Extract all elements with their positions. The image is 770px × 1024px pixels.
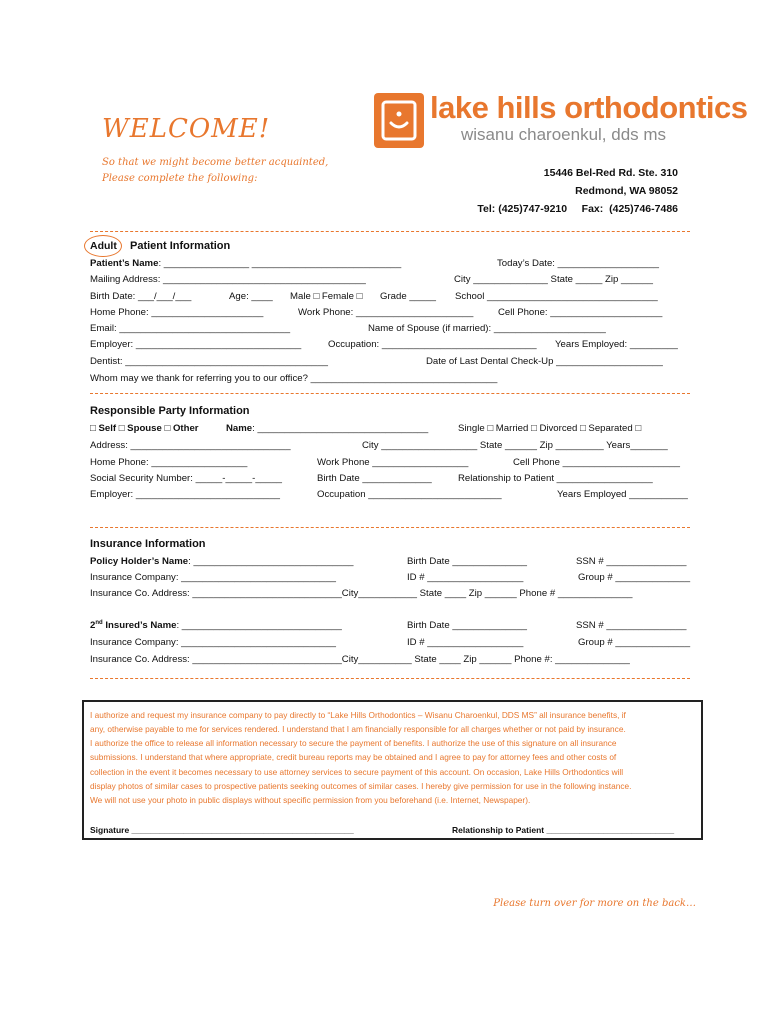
- responsible-name-field[interactable]: [226, 423, 428, 434]
- logo-subtitle: wisanu charoenkul, dds ms: [461, 125, 667, 144]
- responsible-employer-field[interactable]: Employer: ___________________________: [90, 489, 280, 500]
- insured1-birth-date-field[interactable]: Birth Date ______________: [407, 556, 528, 567]
- city-state-zip-field[interactable]: City ______________ State _____ Zip ______: [454, 274, 653, 285]
- occupation-field[interactable]: Occupation: _____________________________: [328, 339, 537, 350]
- patient-name-line: : ________________ ____________________________: [158, 258, 402, 269]
- mailing-address-field[interactable]: Mailing Address: ______________________________________: [90, 274, 366, 285]
- todays-date-field[interactable]: Today’s Date: ___________________: [497, 258, 659, 269]
- patient-section-title: Patient Information: [130, 240, 231, 252]
- insurance-section-title: Insurance Information: [90, 538, 206, 550]
- last-checkup-field[interactable]: Date of Last Dental Check-Up ____________________: [426, 356, 663, 367]
- responsible-years-employed-field[interactable]: Years Employed ___________: [557, 489, 688, 500]
- insured2-birth-date-field[interactable]: Birth Date ______________: [407, 620, 528, 631]
- address-line-2: Redmond, WA 98052: [575, 185, 678, 197]
- authorization-line: any, otherwise payable to me for services rendered. I understand that I am financially responsible for all charges whether or not paid by insurance.: [90, 724, 626, 734]
- policy-holder-label: Policy Holder’s Name: [90, 556, 189, 567]
- responsible-relationship-field[interactable]: Relationship to Patient __________________: [458, 473, 653, 484]
- second-insured-label-suffix: nd: [95, 620, 103, 626]
- sex-checkboxes[interactable]: Male □ Female □: [290, 291, 363, 302]
- policy-holder-field[interactable]: [90, 556, 354, 567]
- second-insured-field[interactable]: [90, 620, 342, 631]
- insured2-ssn-field[interactable]: SSN # _______________: [576, 620, 687, 631]
- patient-name-label: Patient’s Name: [90, 258, 159, 269]
- insurance-company-1-field[interactable]: Insurance Company: _____________________________: [90, 572, 336, 583]
- responsible-work-phone-field[interactable]: Work Phone __________________: [317, 457, 469, 468]
- authorization-line: submissions. I understand that where appropriate, credit bureau reports may be obtained and I agree to pay for attorney fees and other costs of: [90, 752, 617, 762]
- divider: [90, 678, 690, 679]
- authorization-line: We will not use your photo in public displays without specific permission from you beforehand (i.e. Internet, Newspaper).: [90, 795, 531, 805]
- grade-field[interactable]: Grade _____: [380, 291, 437, 302]
- referral-field[interactable]: Whom may we thank for referring you to our office? ___________________________________: [90, 373, 498, 384]
- phone-line: Tel: (425)747-9210 Fax: (425)746-7486: [477, 203, 678, 215]
- responsible-cell-phone-field[interactable]: Cell Phone ______________________: [513, 457, 680, 468]
- second-insured-label-number: 2: [90, 620, 96, 632]
- authorization-line: collection in the event it becomes necessary to use attorney services to secure payment of this account. On occasion, Lake Hills Orthodontics will: [90, 767, 624, 777]
- turn-over-note: Please turn over for more on the back…: [493, 898, 696, 909]
- responsible-name-line: : ________________________________: [252, 423, 429, 434]
- responsible-name-label: Name: [226, 423, 253, 434]
- signature-field[interactable]: Signature _______________________________________________: [90, 825, 354, 835]
- responsible-address-field[interactable]: Address: ______________________________: [90, 440, 291, 451]
- work-phone-field[interactable]: Work Phone: ______________________: [298, 307, 474, 318]
- insured2-id-field[interactable]: ID # __________________: [407, 637, 524, 648]
- address-line-1: 15446 Bel-Red Rd. Ste. 310: [543, 167, 678, 179]
- second-insured-line: : ______________________________: [176, 620, 342, 632]
- logo-name: lake hills orthodontics: [430, 90, 748, 125]
- responsible-birth-date-field[interactable]: Birth Date _____________: [317, 473, 432, 484]
- adult-label: Adult: [90, 240, 117, 252]
- home-phone-field[interactable]: Home Phone: _____________________: [90, 307, 264, 318]
- responsible-section-title: Responsible Party Information: [90, 405, 250, 417]
- authorization-line: I authorize the office to release all information necessary to secure the payment of benefits. I authorize the use of this signature on all insurance: [90, 738, 617, 748]
- email-field[interactable]: Email: ________________________________: [90, 323, 291, 334]
- birth-date-field[interactable]: Birth Date: ___/___/___: [90, 291, 192, 302]
- divider: [90, 393, 690, 394]
- authorization-line: I authorize and request my insurance company to pay directly to “Lake Hills Orthodontics – Wisanu Charoenkul, DDS MS” all insurance benefits, if: [90, 710, 626, 720]
- insured1-group-field[interactable]: Group # ______________: [578, 572, 691, 583]
- patient-name-field[interactable]: [90, 258, 401, 269]
- logo-icon: [374, 93, 424, 148]
- cell-phone-field[interactable]: Cell Phone: _____________________: [498, 307, 663, 318]
- insured1-ssn-field[interactable]: SSN # _______________: [576, 556, 687, 567]
- insurance-company-2-field[interactable]: Insurance Company: _____________________________: [90, 637, 336, 648]
- school-field[interactable]: School ________________________________: [455, 291, 658, 302]
- insurance-address-2-field[interactable]: Insurance Co. Address: ____________________________City__________ State ____ Zip ______ Phone #: ______________: [90, 654, 630, 665]
- divider: [90, 231, 690, 232]
- intro-line-1: So that we might become better acquainted,: [102, 157, 329, 168]
- responsible-ssn-field[interactable]: Social Security Number: _____-_____-_____: [90, 473, 282, 484]
- policy-holder-line: : ______________________________: [188, 556, 354, 567]
- responsible-home-phone-field[interactable]: Home Phone: __________________: [90, 457, 248, 468]
- age-field[interactable]: Age: ____: [229, 291, 273, 302]
- insurance-address-1-field[interactable]: Insurance Co. Address: ____________________________City___________ State ____ Zip ______ Phone # ______________: [90, 588, 633, 599]
- responsible-occupation-field[interactable]: Occupation _________________________: [317, 489, 502, 500]
- relationship-checkboxes[interactable]: □ Self □ Spouse □ Other: [90, 423, 199, 434]
- intro-line-2: Please complete the following:: [102, 173, 258, 184]
- dentist-field[interactable]: Dentist: ______________________________________: [90, 356, 328, 367]
- insured1-id-field[interactable]: ID # __________________: [407, 572, 524, 583]
- marital-status-checkboxes[interactable]: Single □ Married □ Divorced □ Separated □: [458, 423, 642, 434]
- divider: [90, 527, 690, 528]
- employer-field[interactable]: Employer: _______________________________: [90, 339, 302, 350]
- responsible-city-state-zip-field[interactable]: City __________________ State ______ Zip _________ Years_______: [362, 440, 668, 451]
- insured2-group-field[interactable]: Group # ______________: [578, 637, 691, 648]
- years-employed-field[interactable]: Years Employed: _________: [555, 339, 678, 350]
- spouse-name-field[interactable]: Name of Spouse (if married): _____________________: [368, 323, 606, 334]
- welcome-heading: WELCOME!: [102, 114, 271, 144]
- second-insured-label-text: Insured’s Name: [102, 620, 177, 632]
- second-insured-label: [90, 620, 176, 631]
- relationship-to-patient-field[interactable]: Relationship to Patient ___________________________: [452, 825, 675, 835]
- authorization-line: display photos of similar cases to prospective patients seeking outcomes of similar cases. I hereby give permission for use in the following instance.: [90, 781, 632, 791]
